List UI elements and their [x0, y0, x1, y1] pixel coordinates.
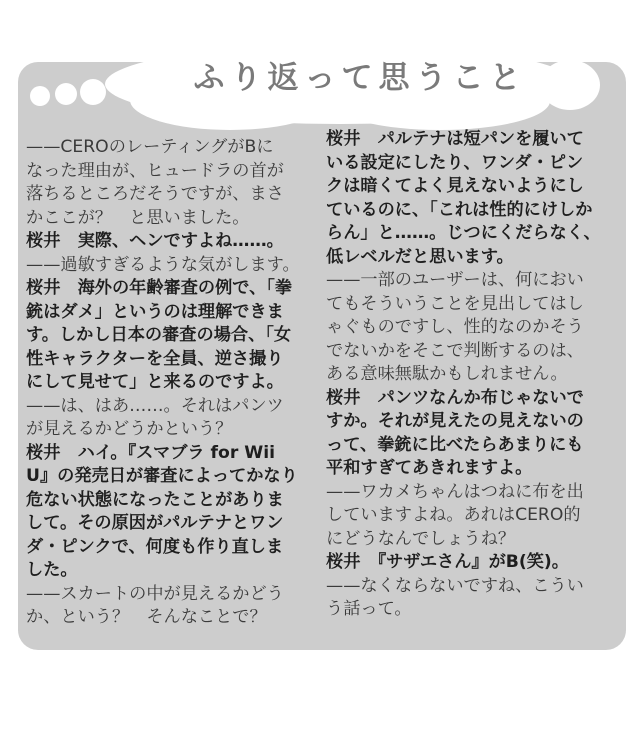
answer-line: にして見せて」と来るのですよ。 [26, 372, 284, 392]
section-title: ふり返って思うこと [193, 60, 527, 96]
question-line: ——過敏すぎるような気がします。 [26, 254, 300, 275]
answer-line: すか。それが見えたの見えないの [326, 411, 584, 431]
question-line: ——CEROのレーティングがBに [26, 137, 274, 157]
answer-line: 銃はダメ」というのは理解できま [26, 301, 284, 322]
left-column [26, 136, 318, 630]
question-line: でないかをそこで判断するのは、 [326, 340, 584, 361]
answer-line: ているのに、「これは性的にけしか [326, 199, 593, 220]
question-line: ——一部のユーザーは、何におい [326, 270, 584, 290]
answer-line: した。 [26, 560, 78, 580]
question-line: ——なくならないですね、こうい [326, 575, 584, 596]
question-line: ——ワカメちゃんはつねに布を出 [326, 481, 584, 502]
answer-line: らん」と……。じつにくだらなく、 [326, 223, 601, 243]
question-line: ——は、はあ……。それはパンツ [26, 395, 284, 416]
answer-line: U』の発売日が審査によってかなり [26, 466, 298, 486]
question-line: にどうなんでしょうね？ [326, 528, 516, 549]
answer-line: 桜井 海外の年齢審査の例で、「拳 [26, 278, 293, 298]
question-line: ある意味無駄かもしれません。 [326, 364, 568, 384]
answer-line: ダ・ピンクで、何度も作り直しま [26, 536, 284, 557]
question-line: う話って。 [326, 599, 412, 619]
answer-line: 桜井 実際、ヘンですよね……。 [26, 231, 284, 251]
answer-line: 平和すぎてあきれますよ。 [326, 458, 533, 478]
question-line: が見えるかどうかという？ [26, 419, 233, 439]
answer-line: 桜井 『サザエさん』がB(笑)。 [326, 552, 569, 572]
answer-line: クは暗くてよく見えないようにし [326, 176, 584, 196]
question-line: 落ちるところだそうですが、まさ [26, 184, 284, 204]
answer-line: す。しかし日本の審査の場合、「女 [26, 325, 292, 345]
answer-line: して。その原因がパルテナとワン [26, 513, 284, 533]
answer-line: 桜井 パルテナは短パンを履いて [326, 129, 584, 149]
answer-line: って、拳銃に比べたらあまりにも [326, 434, 584, 455]
answer-line: 桜井 パンツなんか布じゃないで [326, 387, 584, 408]
right-column [326, 128, 618, 622]
answer-line: 性キャラクターを全員、逆さ撮り [26, 348, 284, 369]
question-line: していますよね。あれはCERO的 [326, 505, 581, 525]
question-line: なった理由が、ヒュードラの首が [26, 160, 284, 181]
question-line: か、という？ そんなことで？ [26, 607, 267, 627]
dot-icon [80, 79, 106, 105]
dot-icon [55, 83, 77, 105]
question-line: てもそういうことを見出してはし [326, 293, 584, 314]
answer-line: 低レベルだと思います。 [326, 246, 514, 267]
question-line: かここが？ と思いました。 [26, 207, 250, 228]
dot-icon [30, 86, 50, 106]
answer-line: いる設定にしたり、ワンダ・ピン [326, 152, 584, 173]
answer-line: 桜井 ハイ。『スマブラ for Wii [26, 442, 276, 463]
question-line: ゃぐものですし、性的なのかそう [326, 317, 584, 337]
answer-line: 危ない状態になったことがありま [26, 489, 284, 510]
question-line: ——スカートの中が見えるかどう [26, 583, 284, 604]
